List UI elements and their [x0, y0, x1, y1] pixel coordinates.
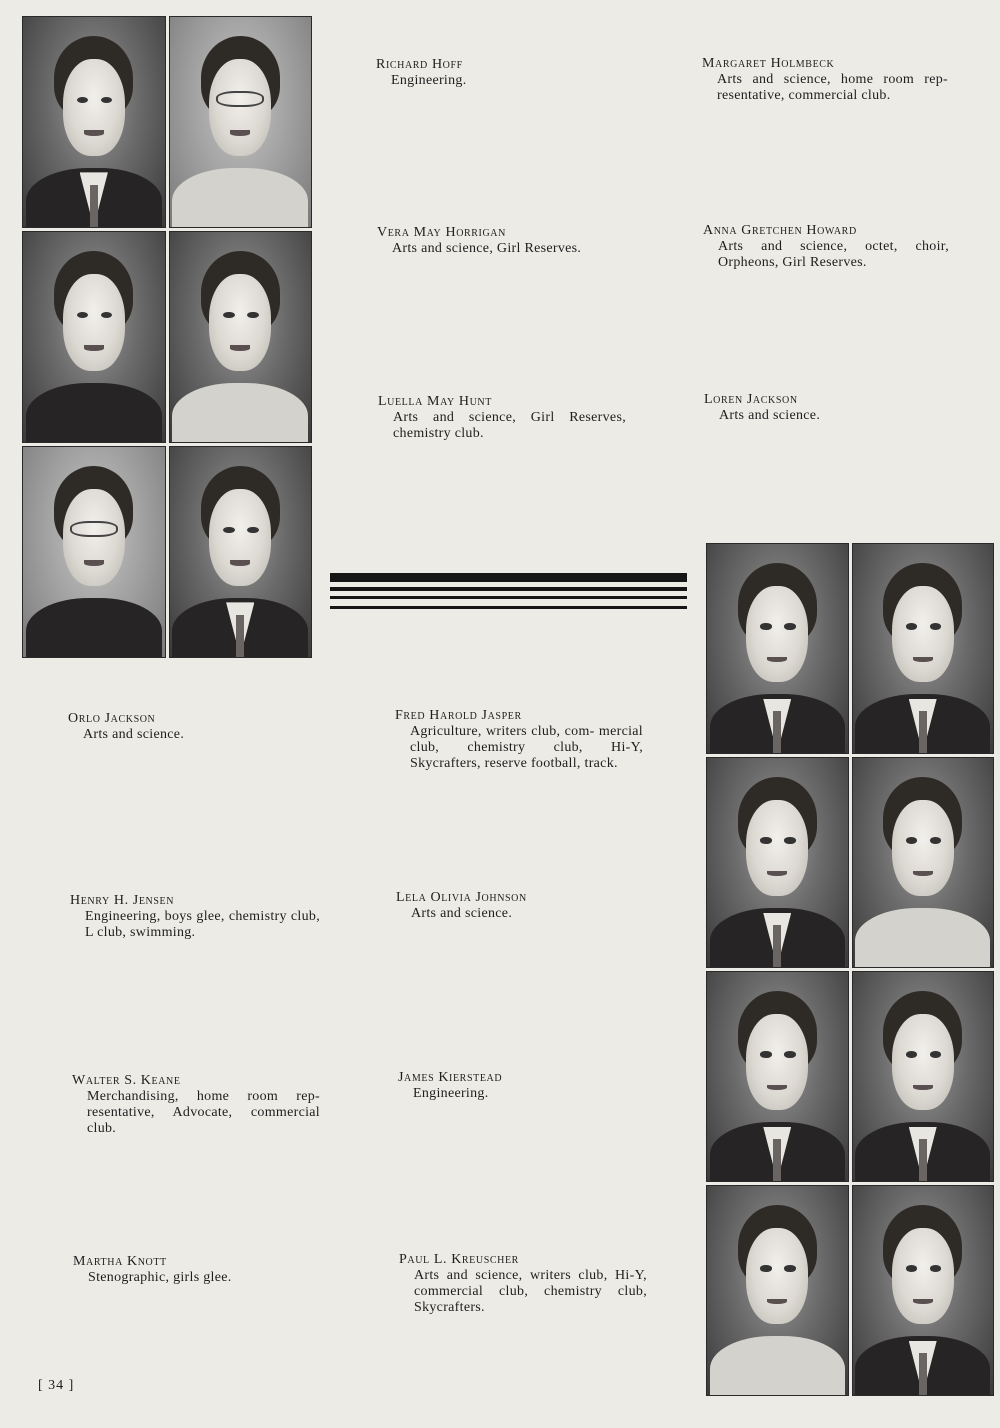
entry-description: Arts and science, writers club, Hi-Y, commercial club, chemistry club, Skycrafters. — [414, 1268, 647, 1315]
entry-lela-olivia-johnson — [396, 890, 644, 922]
portrait-walter-s-keane — [706, 971, 849, 1182]
entry-name: Henry H. Jensen — [70, 893, 175, 908]
entry-paul-l-kreuscher — [399, 1252, 647, 1316]
portrait-orlo-jackson — [706, 543, 849, 754]
entry-name: Vera May Horrigan — [377, 225, 506, 240]
entry-name: Luella May Hunt — [378, 394, 492, 409]
entry-loren-jackson — [704, 392, 950, 424]
entry-richard-hoff — [376, 57, 666, 89]
entry-description: Agriculture, writers club, com- mercial club, chemistry club, Hi-Y, Skycrafters, reserve football, track. — [410, 724, 643, 771]
entry-henry-h-jensen — [70, 893, 320, 941]
entry-description: Arts and science, home room rep- resentative, commercial club. — [717, 72, 948, 103]
entry-james-kierstead — [398, 1070, 646, 1102]
entry-name: James Kierstead — [398, 1070, 503, 1085]
entry-name: Margaret Holmbeck — [702, 56, 835, 71]
entry-name: Paul L. Kreuscher — [399, 1252, 519, 1267]
entry-name: Fred Harold Jasper — [395, 708, 522, 723]
entry-description: Arts and science. — [719, 408, 821, 423]
portrait-luella-may-hunt — [22, 446, 166, 658]
entry-luella-may-hunt — [378, 394, 626, 442]
entry-description: Engineering. — [413, 1086, 489, 1101]
entry-walter-s-keane — [72, 1073, 320, 1137]
entry-name: Anna Gretchen Howard — [703, 223, 857, 238]
entry-name: Lela Olivia Johnson — [396, 890, 527, 905]
portrait-richard-hoff — [22, 16, 166, 228]
portrait-martha-knott — [706, 1185, 849, 1396]
entry-name: Walter S. Keane — [72, 1073, 181, 1088]
entry-description: Arts and science. — [83, 727, 185, 742]
entry-margaret-holmbeck — [702, 56, 948, 104]
portrait-anna-gretchen-howard — [169, 231, 313, 443]
decorative-rule — [330, 573, 687, 609]
portrait-henry-h-jensen — [706, 757, 849, 968]
entry-description: Arts and science, octet, choir, Orpheons, Girl Reserves. — [718, 239, 949, 270]
entry-anna-gretchen-howard — [703, 223, 949, 271]
entry-description: Engineering. — [391, 73, 467, 88]
entry-description: Arts and science. — [411, 906, 513, 921]
entry-name: Orlo Jackson — [68, 711, 156, 726]
portrait-vera-may-horrigan — [22, 231, 166, 443]
entry-orlo-jackson — [68, 711, 328, 743]
portrait-grid-bottom-right — [706, 543, 994, 1396]
portrait-grid-top-left — [22, 16, 312, 658]
entry-name: Martha Knott — [73, 1254, 167, 1269]
entry-vera-may-horrigan — [377, 225, 667, 257]
entry-martha-knott — [73, 1254, 321, 1286]
entry-description: Stenographic, girls glee. — [88, 1270, 232, 1285]
portrait-fred-harold-jasper — [852, 543, 995, 754]
entry-name: Richard Hoff — [376, 57, 463, 72]
entry-description: Arts and science, Girl Reserves. — [392, 241, 582, 256]
portrait-lela-olivia-johnson — [852, 757, 995, 968]
portrait-loren-jackson — [169, 446, 313, 658]
entry-name: Loren Jackson — [704, 392, 798, 407]
entry-description: Engineering, boys glee, chemistry club, L club, swimming. — [85, 909, 320, 940]
entry-fred-harold-jasper — [395, 708, 643, 772]
portrait-margaret-holmbeck — [169, 16, 313, 228]
page-number: [ 34 ] — [38, 1378, 75, 1393]
entry-description: Arts and science, Girl Reserves, chemistry club. — [393, 410, 626, 441]
entry-description: Merchandising, home room rep- resentative, Advocate, commercial club. — [87, 1089, 320, 1136]
portrait-james-kierstead — [852, 971, 995, 1182]
portrait-paul-l-kreuscher — [852, 1185, 995, 1396]
